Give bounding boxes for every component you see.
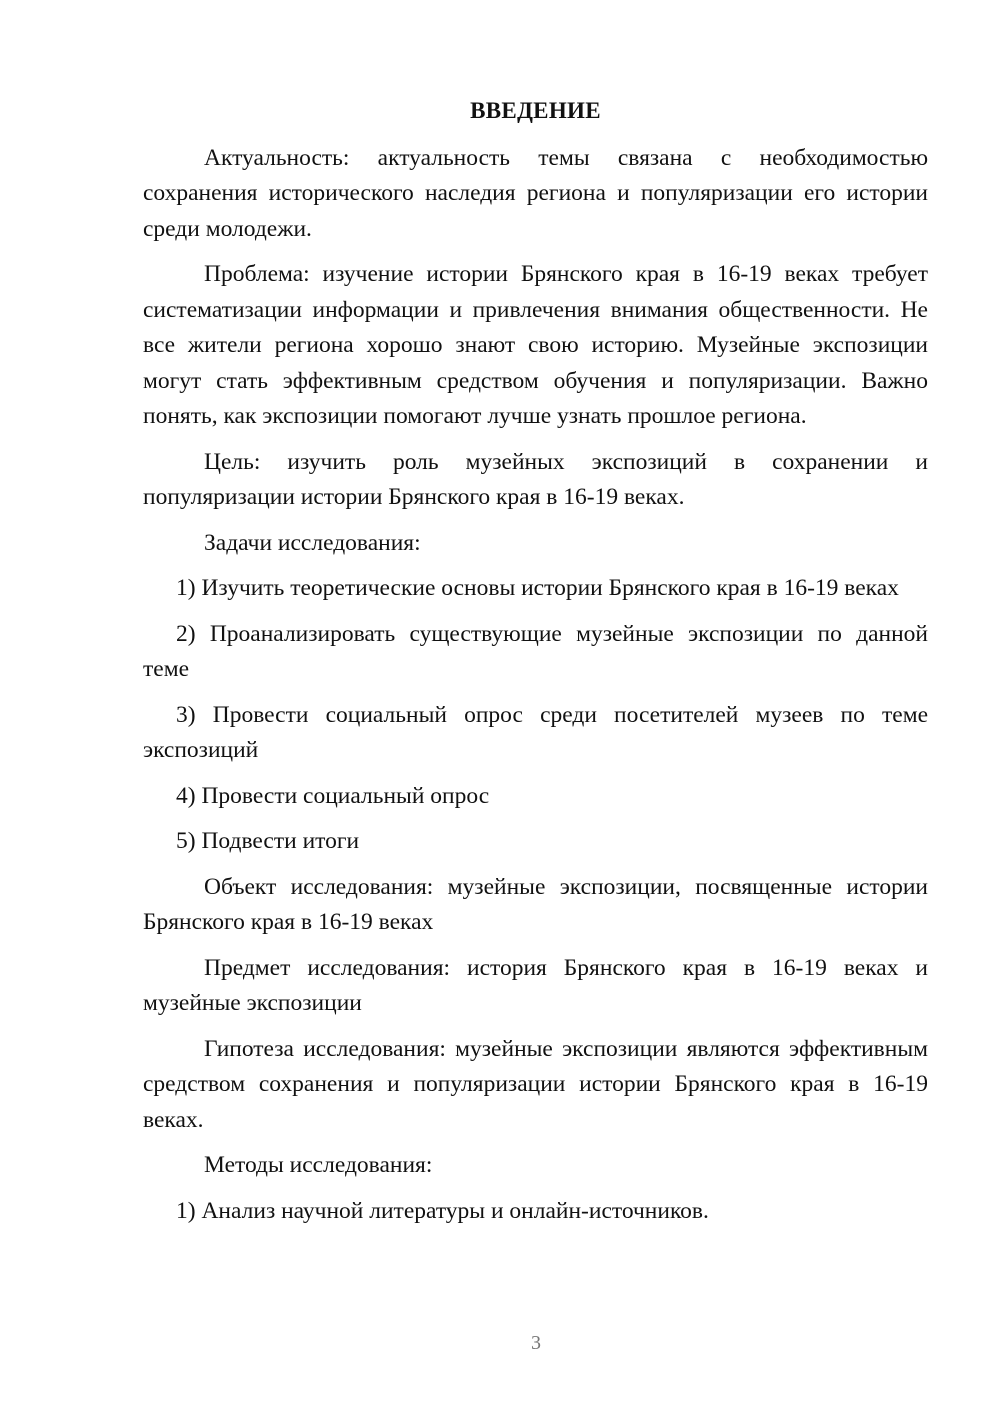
paragraph-relevance: Актуальность: актуальность темы связана с необходимостью сохранения исторического наследия региона и популяризации его истории среди молодежи. [143,144,928,242]
paragraph-object: Объект исследования: музейные экспозиции, посвященные истории Брянского края в 16-19 веках [143,873,928,935]
paragraph-goal: Цель: изучить роль музейных экспозиций в сохранении и популяризации истории Брянского края в 16-19 веках. [143,448,928,510]
page-number: 3 [531,1332,541,1354]
tasks-heading: Задачи исследования: [204,529,421,556]
methods-heading: Методы исследования: [204,1152,433,1178]
task-item-5: 5) Подвести итоги [176,828,360,854]
method-item-1: 1) Анализ научной литературы и онлайн-источников. [176,1197,709,1224]
task-item-4: 4) Провести социальный опрос [176,782,490,809]
section-title: ВВЕДЕНИЕ [470,98,601,123]
paragraph-subject: Предмет исследования: история Брянского края в 16-19 веках и музейные экспозиции [143,954,928,1016]
task-item-1: 1) Изучить теоретические основы истории Брянского края в 16-19 веках [176,575,899,601]
page-content [143,93,928,1239]
task-item-2: 2) Проанализировать существующие музейные экспозиции по данной теме [143,620,928,682]
paragraph-problem: Проблема: изучение истории Брянского края в 16-19 веках требует систематизации информации и привлечения внимания общественности. Не все жители региона хорошо знают свою историю. Музейные экспозиции могут стать эффективным средством обучения и популяризации. Важно понять, как экспозиции помогают лучше узнать прошлое региона. [143,261,928,429]
task-item-3: 3) Провести социальный опрос среди посетителей музеев по теме экспозиций [143,701,928,763]
paragraph-hypothesis: Гипотеза исследования: музейные экспозиции являются эффективным средством сохранения и популяризации истории Брянского края в 16-19 веках. [143,1035,928,1133]
